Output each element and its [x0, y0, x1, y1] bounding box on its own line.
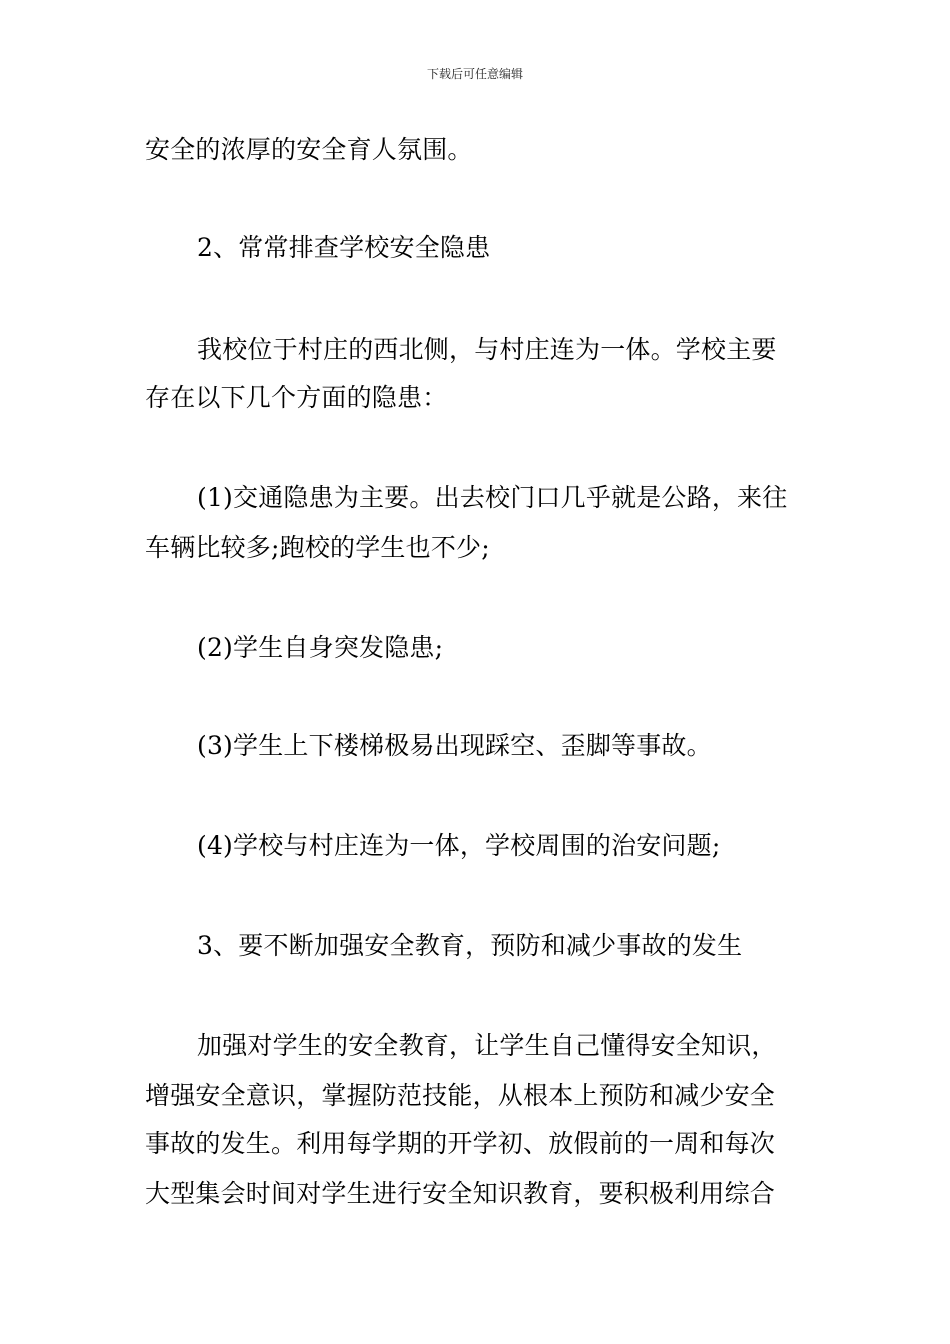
list-item-1-cont: 车辆比较多;跑校的学生也不少;	[145, 533, 490, 562]
paragraph-line: 存在以下几个方面的隐患：	[145, 383, 448, 412]
paragraph-line: 我校位于村庄的西北侧，与村庄连为一体。学校主要	[197, 335, 777, 364]
list-item-3: (3)学生上下楼梯极易出现踩空、歪脚等事故。	[197, 731, 712, 760]
list-item-2: (2)学生自身突发隐患;	[197, 633, 444, 662]
paragraph-line: 事故的发生。利用每学期的开学初、放假前的一周和每次	[145, 1129, 776, 1158]
paragraph-line: 安全的浓厚的安全育人氛围。	[145, 135, 473, 164]
paragraph-line: 加强对学生的安全教育，让学生自己懂得安全知识，	[197, 1031, 777, 1060]
paragraph-line: 大型集会时间对学生进行安全知识教育，要积极利用综合	[145, 1179, 776, 1208]
list-item-4: (4)学校与村庄连为一体，学校周围的治安问题;	[197, 831, 721, 860]
paragraph-line: 增强安全意识，掌握防范技能，从根本上预防和减少安全	[145, 1081, 776, 1110]
list-item-1: (1)交通隐患为主要。出去校门口几乎就是公路，来往	[197, 483, 788, 512]
section-heading-2: 2、常常排查学校安全隐患	[197, 233, 491, 262]
page-header-note: 下载后可任意编辑	[426, 67, 523, 81]
section-heading-3: 3、要不断加强安全教育，预防和减少事故的发生	[197, 931, 743, 960]
